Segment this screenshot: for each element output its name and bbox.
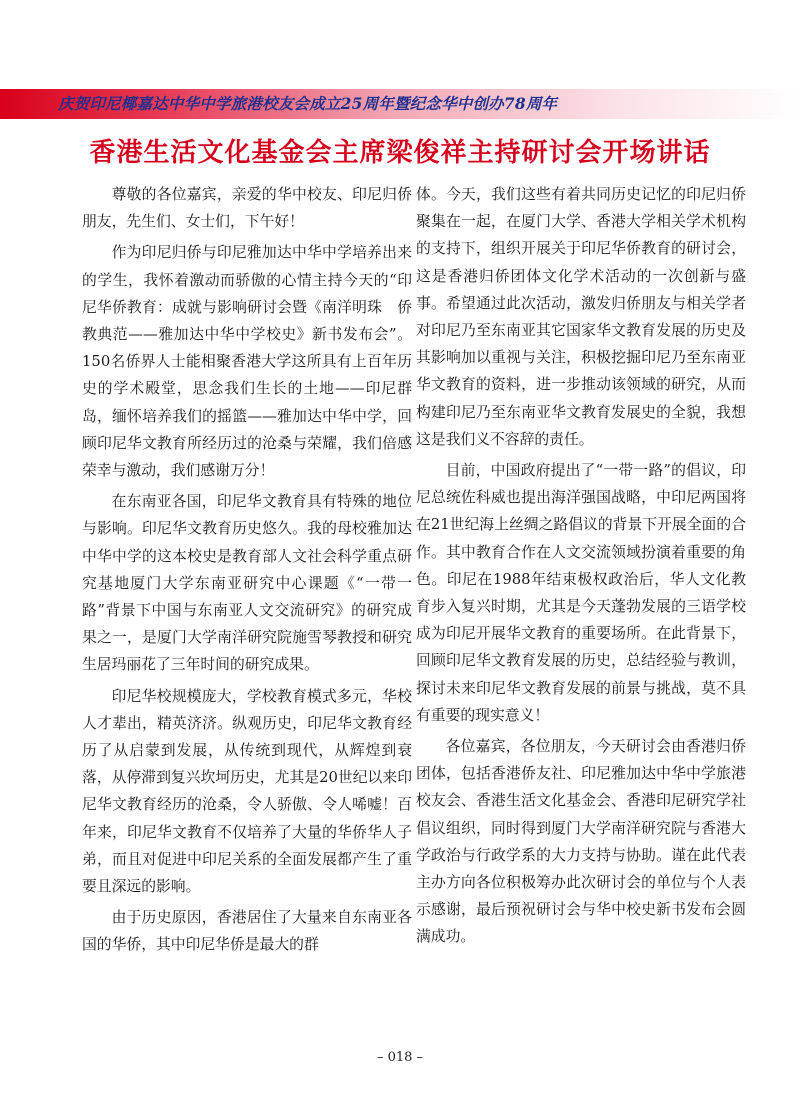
paragraph-continuation: 体。今天，我们这些有着共同历史记忆的印尼归侨聚集在一起，在厦门大学、香港大学相关学术机构的支持下，组织开展关于印尼华侨教育的研讨会，这是香港归侨团体文化学术活动的一次创新与盛事。希望通过此次活动，激发归侨朋友与相关学者对印尼乃至东南亚其它国家华文教育发展的历史及其影响加以重视与关注，积极挖掘印尼乃至东南亚华文教育的资料，进一步推动该领域的研究，从而构建印尼乃至东南亚华文教育发展史的全貌，我想这是我们义不容辞的责任。 [416,186,746,448]
header-banner [0,89,800,119]
left-column [82,181,412,963]
paragraph: 尊敬的各位嘉宾，亲爱的华中校友、印尼归侨朋友，先生们、女士们，下午好！ [82,186,412,231]
page-number: – 018 – [376,1050,424,1065]
paragraph: 在东南亚各国，印尼华文教育具有特殊的地位与影响。印尼华文教育历史悠久。我的母校雅加达中华中学的这本校史是教育部人文社会科学重点研究基地厦门大学东南亚研究中心课题《“一带一路”背景下中国与东南亚人文交流研究》的研究成果之一，是厦门大学南洋研究院施雪琴教授和研究生居玛丽花了三年时间的研究成果。 [82,493,412,674]
banner-text: 庆贺印尼椰嘉达中华中学旅港校友会成立25周年暨纪念华中创办78周年 [58,94,558,113]
right-column [416,181,746,955]
article-title: 香港生活文化基金会主席梁俊祥主持研讨会开场讲话 [89,138,711,168]
paragraph: 目前，中国政府提出了“一带一路”的倡议，印尼总统佐科威也提出海洋强国战略，中印尼两国将在21世纪海上丝绸之路倡议的背景下开展全面的合作。其中教育合作在人文交流领域扮演着重要的角色。印尼在1988年结束极权政治后，华人文化教育步入复兴时期，尤其是今天蓬勃发展的三语学校成为印尼开展华文教育的重要场所。在此背景下，回顾印尼华文教育发展的历史，总结经验与教训，探讨未来印尼华文教育发展的前景与挑战，莫不具有重要的现实意义！ [416,462,746,724]
paragraph: 印尼华校规模庞大，学校教育模式多元，华校人才辈出，精英济济。纵观历史，印尼华文教育经历了从启蒙到发展，从传统到现代，从辉煌到衰落，从停滞到复兴坎坷历史，尤其是20世纪以来印尼华文教育经历的沧桑，令人骄傲、令人唏嘘！百年来，印尼华文教育不仅培养了大量的华侨华人子弟，而且对促进中印尼关系的全面发展都产生了重要且深远的影响。 [82,687,412,896]
paragraph: 作为印尼归侨与印尼雅加达中华中学培养出来的学生，我怀着激动而骄傲的心情主持今天的“印尼华侨教育：成就与影响研讨会暨《南洋明珠 侨教典范——雅加达中华中学校史》新书发布会”。150名侨界人士能相聚香港大学这所具有上百年历史的学术殿堂，思念我们生长的土地——印尼群岛，缅怀培养我们的摇篮——雅加达中华中学，回顾印尼华文教育所经历过的沧桑与荣耀，我们倍感荣幸与激动，我们感谢万分！ [82,244,412,480]
paragraph: 各位嘉宾，各位朋友，今天研讨会由香港归侨团体，包括香港侨友社、印尼雅加达中华中学旅港校友会、香港生活文化基金会、香港印尼研究学社倡议组织，同时得到厦门大学南洋研究院与香港大学政治与行政学系的大力支持与协助。谨在此代表主办方向各位积极筹办此次研讨会的单位与个人表示感谢，最后预祝研讨会与华中校史新书发布会圆满成功。 [416,738,746,946]
paragraph: 由于历史原因，香港居住了大量来自东南亚各国的华侨，其中印尼华侨是最大的群 [82,909,412,954]
